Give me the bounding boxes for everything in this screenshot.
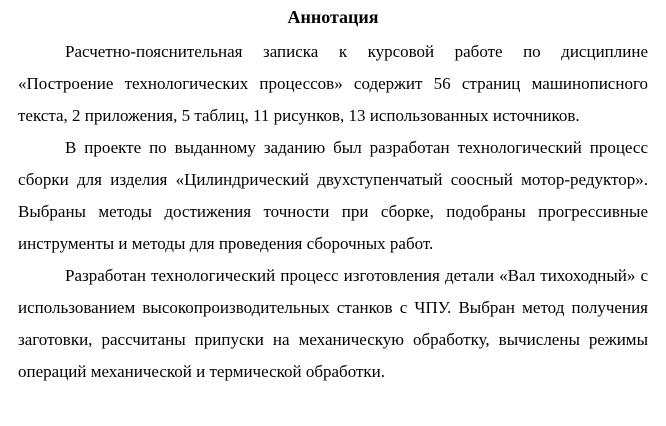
paragraph-assembly-process: В проекте по выданному заданию был разработан технологический процесс сборки для изделия «Цилиндрический двухступенчатый соосный мотор-редуктор». Выбраны методы достижения точности при сборке, подобраны прогрессивные инструменты и методы для проведения сборочных работ. [18, 138, 648, 253]
paragraph-summary: Расчетно-пояснительная записка к курсовой работе по дисциплине «Построение технологических процессов» содержит 56 страниц машинописного текста, 2 приложения, 5 таблиц, 11 рисунков, 13 использованных источников. [18, 42, 648, 125]
annotation-title: Аннотация [287, 7, 379, 27]
paragraph-manufacturing-process: Разработан технологический процесс изготовления детали «Вал тихоходный» с использованием высокопроизводительных станков с ЧПУ. Выбран метод получения заготовки, рассчитаны припуски на механическую обработку, вычислены режимы операций механической и термической обработки. [18, 266, 648, 381]
